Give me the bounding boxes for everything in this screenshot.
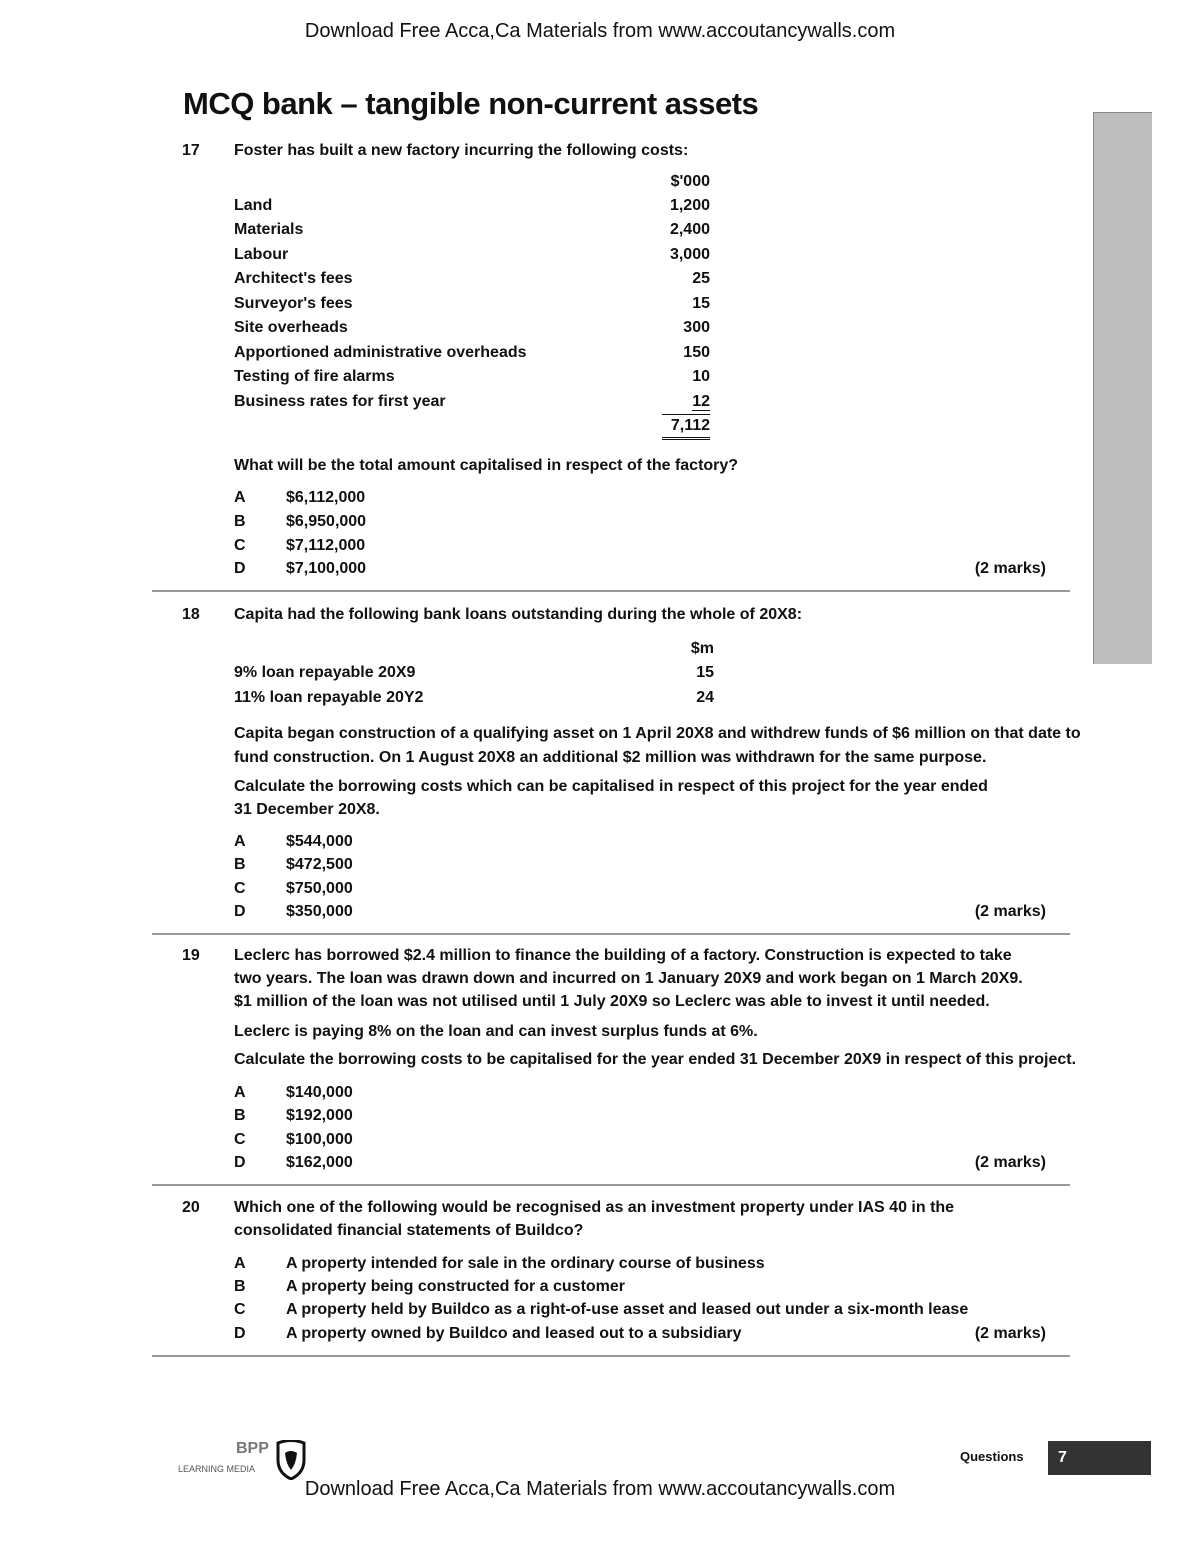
table-row-amount: 1,200 (669, 197, 710, 214)
table-unit-header: $m (690, 640, 714, 657)
paragraph-line: 31 December 20X8. (234, 801, 380, 818)
table-row-amount: 15 (696, 664, 714, 681)
option-letter: B (234, 856, 246, 873)
option-letter: B (234, 1107, 246, 1124)
option-text: $162,000 (286, 1154, 353, 1171)
table-row-amount: 15 (692, 295, 710, 312)
option-text: $7,100,000 (286, 560, 367, 577)
option-letter: A (234, 833, 246, 850)
option-text: $6,950,000 (286, 513, 367, 530)
divider (152, 933, 1070, 935)
table-row-label: Business rates for first year (234, 393, 446, 410)
table-row-amount: 25 (692, 270, 710, 287)
paragraph-line: fund construction. On 1 August 20X8 an additional $2 million was withdrawn for the same purpose. (234, 749, 987, 766)
question-intro: Foster has built a new factory incurring the following costs: (234, 142, 689, 159)
option-text: A property intended for sale in the ordinary course of business (286, 1255, 765, 1272)
option-letter: D (234, 1325, 246, 1342)
table-row-amount: 2,400 (669, 221, 710, 238)
option-text: $544,000 (286, 833, 353, 850)
question-intro: Capita had the following bank loans outstanding during the whole of 20X8: (234, 606, 803, 623)
option-letter: B (234, 1278, 246, 1295)
option-text: $140,000 (286, 1084, 353, 1101)
paragraph-line: Calculate the borrowing costs which can be capitalised in respect of this project for the year ended (234, 778, 988, 795)
paragraph-line: consolidated financial statements of Buildco? (234, 1222, 584, 1239)
divider (152, 1355, 1070, 1357)
option-text: $472,500 (286, 856, 353, 873)
marks-label: (2 marks) (974, 1154, 1046, 1171)
divider (152, 590, 1070, 592)
table-row-label: Labour (234, 246, 289, 263)
page-footer-banner: Download Free Acca,Ca Materials from www.accoutancywalls.com (304, 1478, 896, 1500)
table-row-amount: 3,000 (669, 246, 710, 263)
option-letter: A (234, 1255, 246, 1272)
question-number: 17 (182, 142, 200, 159)
paragraph-line: Which one of the following would be recognised as an investment property under IAS 40 in the (234, 1199, 955, 1216)
option-letter: C (234, 537, 246, 554)
option-text: $192,000 (286, 1107, 353, 1124)
table-row-label: Site overheads (234, 319, 348, 336)
table-row-label: Surveyor's fees (234, 295, 353, 312)
table-row-label: 9% loan repayable 20X9 (234, 664, 416, 681)
table-row-label: Architect's fees (234, 270, 353, 287)
section-label: Questions (960, 1449, 1024, 1464)
page-header-banner: Download Free Acca,Ca Materials from www.accoutancywalls.com (304, 20, 896, 42)
page-title: MCQ bank – tangible non-current assets (183, 86, 759, 121)
table-row-label: Materials (234, 221, 304, 238)
paragraph-line: Calculate the borrowing costs to be capitalised for the year ended 31 December 20X9 in respect of this project. (234, 1051, 1077, 1068)
option-text: $100,000 (286, 1131, 353, 1148)
question-number: 18 (182, 606, 200, 623)
page-number: 7 (1048, 1441, 1151, 1475)
table-unit-header: $'000 (670, 173, 710, 190)
lion-icon (274, 1440, 308, 1480)
option-letter: A (234, 489, 246, 506)
table-row-label: 11% loan repayable 20Y2 (234, 689, 424, 706)
option-text: $7,112,000 (286, 537, 366, 554)
paragraph-line: Leclerc is paying 8% on the loan and can invest surplus funds at 6%. (234, 1023, 758, 1040)
table-row-amount: 24 (696, 689, 714, 706)
marks-label: (2 marks) (974, 560, 1046, 577)
table-row-amount: 10 (692, 368, 710, 385)
paragraph-line: Leclerc has borrowed $2.4 million to finance the building of a factory. Construction is expected to take (234, 947, 1012, 964)
divider (152, 1184, 1070, 1186)
logo-text: BPP (236, 1440, 269, 1457)
paragraph-line: Capita began construction of a qualifying asset on 1 April 20X8 and withdrew funds of $6 million on that date to (234, 725, 1081, 742)
option-text: A property owned by Buildco and leased out to a subsidiary (286, 1325, 742, 1342)
option-letter: D (234, 903, 246, 920)
marks-label: (2 marks) (974, 903, 1046, 920)
paragraph-line: $1 million of the loan was not utilised until 1 July 20X9 so Leclerc was able to invest it until needed. (234, 993, 990, 1010)
option-text: A property being constructed for a customer (286, 1278, 626, 1295)
option-text: $750,000 (286, 880, 353, 897)
side-tab (1093, 112, 1152, 664)
option-text: $6,112,000 (286, 489, 366, 506)
paragraph-line: two years. The loan was drawn down and incurred on 1 January 20X9 and work began on 1 March 20X9. (234, 970, 1023, 987)
option-letter: D (234, 560, 246, 577)
table-row-label: Land (234, 197, 273, 214)
table-row-amount: 150 (683, 344, 710, 361)
question-number: 20 (182, 1199, 200, 1216)
question-prompt: What will be the total amount capitalised in respect of the factory? (234, 457, 739, 474)
logo-subtext: LEARNING MEDIA (178, 1464, 256, 1474)
option-letter: C (234, 880, 246, 897)
marks-label: (2 marks) (974, 1325, 1046, 1342)
table-total: 7,112 (662, 414, 710, 440)
table-row-amount: 300 (683, 319, 710, 336)
option-letter: C (234, 1131, 246, 1148)
option-letter: C (234, 1301, 246, 1318)
table-row-label: Apportioned administrative overheads (234, 344, 527, 361)
option-letter: D (234, 1154, 246, 1171)
table-row-amount: 12 (692, 393, 710, 410)
option-letter: B (234, 513, 246, 530)
option-text: A property held by Buildco as a right-of-use asset and leased out under a six-month lease (286, 1301, 969, 1318)
option-text: $350,000 (286, 903, 353, 920)
question-number: 19 (182, 947, 200, 964)
option-letter: A (234, 1084, 246, 1101)
table-row-label: Testing of fire alarms (234, 368, 395, 385)
